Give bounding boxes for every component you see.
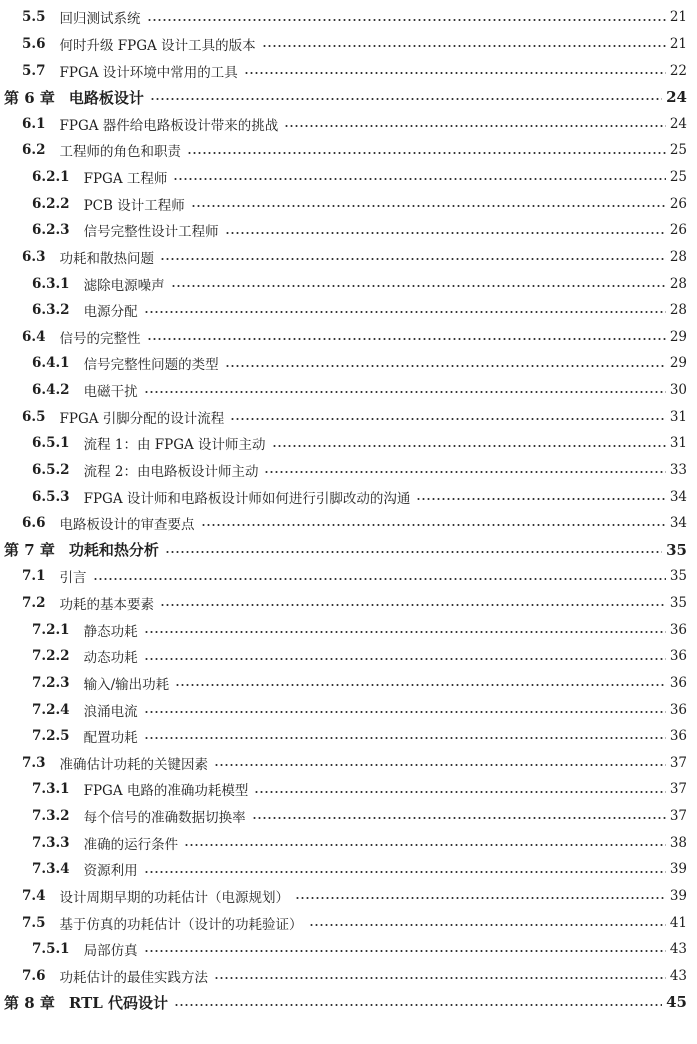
dot-leader — [252, 803, 666, 830]
toc-entry-number: 6.5.1 — [32, 435, 70, 452]
toc-page-number: 38 — [669, 834, 687, 851]
toc-entry-title: 工程师的角色和职责 — [59, 144, 181, 161]
toc-entry[interactable] — [0, 403, 697, 430]
toc-page-number: 21 — [669, 9, 687, 26]
toc-page-number: 35 — [669, 568, 687, 585]
toc-page-number: 35 — [666, 540, 687, 559]
toc-entry-number: 6.3 — [22, 248, 46, 265]
toc-entry-number: 7.2.5 — [32, 728, 70, 745]
toc-entry-title: 引言 — [59, 570, 87, 587]
toc-entry-number: 6.2.2 — [32, 195, 70, 212]
toc-page-number: 36 — [669, 728, 687, 745]
toc-entry-title: 输入/输出功耗 — [83, 676, 170, 693]
toc-page-number: 39 — [669, 861, 687, 878]
toc-entry-title: 准确的运行条件 — [83, 836, 179, 853]
toc-page-number: 25 — [669, 169, 687, 186]
toc-entry-title: 何时升级 FPGA 设计工具的版本 — [59, 37, 256, 54]
toc-entry[interactable] — [0, 164, 697, 191]
dot-leader — [272, 430, 666, 457]
toc-entry-title: PCB 设计工程师 — [83, 197, 185, 214]
toc-entry-number: 7.3.1 — [32, 781, 70, 798]
toc-entry[interactable] — [0, 590, 697, 617]
toc-page-number: 36 — [669, 701, 687, 718]
toc-entry[interactable] — [0, 324, 697, 351]
dot-leader — [225, 217, 666, 244]
toc-entry[interactable] — [0, 936, 697, 963]
toc-entry-title: 浪涌电流 — [83, 703, 138, 720]
toc-entry-title: 回归测试系统 — [59, 11, 141, 28]
dot-leader — [147, 4, 666, 31]
dot-leader — [309, 909, 666, 936]
toc-page-number: 29 — [669, 355, 687, 372]
dot-leader — [175, 670, 666, 697]
toc-entry-title: FPGA 电路的准确功耗模型 — [83, 783, 249, 800]
toc-entry-title: FPGA 工程师 — [83, 171, 168, 188]
toc-page-number: 30 — [669, 382, 687, 399]
toc-entry-number: 7.5.1 — [32, 941, 70, 958]
toc-entry-number: 6.6 — [22, 515, 46, 532]
toc-chapter-entry[interactable] — [0, 537, 697, 564]
toc-entry-number: 7.3 — [22, 754, 46, 771]
toc-entry[interactable] — [0, 4, 697, 31]
toc-entry-number: 7.3.4 — [32, 861, 70, 878]
dot-leader — [160, 590, 666, 617]
toc-entry-title: 动态功耗 — [83, 650, 138, 667]
toc-page-number: 21 — [669, 35, 687, 52]
toc-page-number: 29 — [669, 328, 687, 345]
toc-page-number: 37 — [669, 808, 687, 825]
toc-chapter-entry[interactable] — [0, 989, 697, 1016]
toc-entry-title: 资源利用 — [83, 863, 138, 880]
toc-entry-number: 7.4 — [22, 887, 46, 904]
toc-entry-title: 电路板设计 — [68, 88, 144, 107]
dot-leader — [147, 324, 666, 351]
toc-entry-number: 7.3.3 — [32, 834, 70, 851]
toc-entry-title: 配置功耗 — [83, 730, 138, 747]
toc-page-number: 45 — [666, 993, 687, 1012]
toc-entry-title: 信号完整性设计工程师 — [83, 224, 219, 241]
toc-entry[interactable] — [0, 350, 697, 377]
dot-leader — [160, 244, 666, 271]
toc-entry[interactable] — [0, 696, 697, 723]
toc-entry[interactable] — [0, 856, 697, 883]
toc-entry[interactable] — [0, 57, 697, 84]
toc-page-number: 35 — [669, 595, 687, 612]
toc-entry[interactable] — [0, 111, 697, 138]
toc-page-number: 34 — [669, 488, 687, 505]
toc-entry-title: 静态功耗 — [83, 623, 138, 640]
toc-entry-title: 基于仿真的功耗估计（设计的功耗验证） — [59, 916, 303, 933]
toc-entry-title: 功耗的基本要素 — [59, 597, 154, 614]
toc-entry-title: 滤除电源噪声 — [83, 277, 165, 294]
toc-entry-title: 信号的完整性 — [59, 330, 141, 347]
toc-entry-title: 信号完整性问题的类型 — [83, 357, 219, 374]
dot-leader — [201, 510, 666, 537]
toc-entry[interactable] — [0, 270, 697, 297]
dot-leader — [264, 457, 665, 484]
toc-entry-number: 6.3.2 — [32, 302, 70, 319]
toc-page-number: 28 — [669, 248, 687, 265]
toc-page-number: 36 — [669, 648, 687, 665]
toc-entry-title: 流程 1：由 FPGA 设计师主动 — [83, 437, 266, 454]
toc-entry-number: 6.2.1 — [32, 169, 70, 186]
toc-page-number: 36 — [669, 621, 687, 638]
toc-entry-title: FPGA 设计环境中常用的工具 — [59, 64, 238, 81]
dot-leader — [144, 723, 666, 750]
toc-entry[interactable] — [0, 829, 697, 856]
toc-page-number: 36 — [669, 674, 687, 691]
toc-entry[interactable] — [0, 616, 697, 643]
toc-entry-number: 7.2.1 — [32, 621, 70, 638]
dot-leader — [230, 403, 666, 430]
toc-page-number: 26 — [669, 222, 687, 239]
toc-entry-title: FPGA 设计师和电路板设计师如何进行引脚改动的沟通 — [83, 490, 411, 507]
toc-entry-number: 6.2 — [22, 142, 46, 159]
toc-entry-number: 7.2 — [22, 595, 46, 612]
dot-leader — [225, 350, 666, 377]
dot-leader — [144, 616, 666, 643]
dot-leader — [254, 776, 665, 803]
toc-entry-number: 第 7 章 — [4, 541, 55, 560]
toc-entry[interactable] — [0, 483, 697, 510]
toc-entry-title: 电路板设计的审查要点 — [59, 517, 195, 534]
toc-entry-title: 流程 2：由电路板设计师主动 — [83, 463, 259, 480]
dot-leader — [144, 696, 666, 723]
toc-entry-title: 电磁干扰 — [83, 384, 138, 401]
toc-page-number: 28 — [669, 302, 687, 319]
toc-entry[interactable] — [0, 217, 697, 244]
toc-entry[interactable] — [0, 563, 697, 590]
toc-page-number: 31 — [669, 408, 687, 425]
dot-leader — [191, 190, 666, 217]
toc-entry[interactable] — [0, 457, 697, 484]
toc-page-number: 43 — [669, 967, 687, 984]
toc-entry[interactable] — [0, 803, 697, 830]
toc-entry-title: 设计周期早期的功耗估计（电源规划） — [59, 889, 289, 906]
toc-entry-title: RTL 代码设计 — [68, 993, 169, 1012]
dot-leader — [144, 936, 666, 963]
toc-page-number: 37 — [669, 781, 687, 798]
dot-leader — [214, 963, 666, 990]
toc-entry-number: 6.5.3 — [32, 488, 70, 505]
toc-page-number: 28 — [669, 275, 687, 292]
toc-entry-title: 准确估计功耗的关键因素 — [59, 756, 208, 773]
dot-leader — [165, 537, 662, 564]
toc-entry[interactable] — [0, 643, 697, 670]
toc-entry-number: 6.1 — [22, 115, 46, 132]
toc-entry[interactable] — [0, 377, 697, 404]
toc-page-number: 24 — [669, 115, 687, 132]
toc-page-number: 41 — [669, 914, 687, 931]
toc-entry-title: 每个信号的准确数据切换率 — [83, 810, 246, 827]
dot-leader — [150, 84, 662, 111]
toc-page-number: 31 — [669, 435, 687, 452]
toc-entry-number: 7.2.2 — [32, 648, 70, 665]
toc-page-number: 26 — [669, 195, 687, 212]
toc-page-number: 25 — [669, 142, 687, 159]
dot-leader — [144, 643, 666, 670]
dot-leader — [93, 563, 666, 590]
toc-entry[interactable] — [0, 723, 697, 750]
dot-leader — [171, 270, 666, 297]
dot-leader — [262, 31, 666, 58]
toc-entry-title: FPGA 引脚分配的设计流程 — [59, 410, 225, 427]
dot-leader — [214, 750, 666, 777]
toc-page-number: 37 — [669, 754, 687, 771]
toc-entry-title: 功耗和热分析 — [68, 541, 159, 560]
toc-page-number: 34 — [669, 515, 687, 532]
toc-entry-number: 7.1 — [22, 568, 46, 585]
toc-page-number: 43 — [669, 941, 687, 958]
dot-leader — [144, 377, 666, 404]
toc-entry-number: 5.6 — [22, 35, 46, 52]
toc-page-number: 22 — [669, 62, 687, 79]
toc-entry-number: 7.2.4 — [32, 701, 70, 718]
toc-entry-title: 功耗和散热问题 — [59, 250, 154, 267]
dot-leader — [173, 164, 665, 191]
toc-entry[interactable] — [0, 883, 697, 910]
toc-entry-number: 6.5 — [22, 408, 46, 425]
toc-entry-number: 5.7 — [22, 62, 46, 79]
table-of-contents — [0, 4, 697, 1016]
dot-leader — [144, 856, 666, 883]
toc-entry[interactable] — [0, 244, 697, 271]
toc-entry-number: 7.6 — [22, 967, 46, 984]
toc-entry[interactable] — [0, 190, 697, 217]
dot-leader — [244, 57, 666, 84]
dot-leader — [284, 111, 666, 138]
toc-entry[interactable] — [0, 510, 697, 537]
dot-leader — [187, 137, 666, 164]
toc-entry-number: 6.2.3 — [32, 222, 70, 239]
toc-entry[interactable] — [0, 430, 697, 457]
toc-entry[interactable] — [0, 137, 697, 164]
toc-entry-number: 6.5.2 — [32, 461, 70, 478]
toc-entry-title: 电源分配 — [83, 304, 138, 321]
toc-entry-number: 7.5 — [22, 914, 46, 931]
toc-entry-number: 第 8 章 — [4, 993, 55, 1012]
toc-entry-title: 局部仿真 — [83, 943, 138, 960]
toc-page-number: 33 — [669, 461, 687, 478]
dot-leader — [144, 297, 666, 324]
toc-entry[interactable] — [0, 670, 697, 697]
dot-leader — [174, 989, 662, 1016]
toc-entry-number: 6.4 — [22, 328, 46, 345]
dot-leader — [416, 483, 665, 510]
toc-entry-number: 第 6 章 — [4, 88, 55, 107]
toc-entry[interactable] — [0, 31, 697, 58]
toc-entry-number: 6.4.2 — [32, 382, 70, 399]
toc-entry-number: 7.2.3 — [32, 674, 70, 691]
toc-entry[interactable] — [0, 909, 697, 936]
toc-entry[interactable] — [0, 297, 697, 324]
dot-leader — [184, 829, 666, 856]
dot-leader — [295, 883, 666, 910]
toc-entry-number: 7.3.2 — [32, 808, 70, 825]
toc-entry[interactable] — [0, 776, 697, 803]
toc-entry-title: FPGA 器件给电路板设计带来的挑战 — [59, 117, 279, 134]
toc-entry-number: 6.3.1 — [32, 275, 70, 292]
toc-entry[interactable] — [0, 963, 697, 990]
toc-page-number: 24 — [666, 88, 687, 107]
toc-chapter-entry[interactable] — [0, 84, 697, 111]
toc-entry[interactable] — [0, 750, 697, 777]
toc-entry-title: 功耗估计的最佳实践方法 — [59, 969, 208, 986]
toc-entry-number: 5.5 — [22, 9, 46, 26]
toc-page-number: 39 — [669, 887, 687, 904]
toc-entry-number: 6.4.1 — [32, 355, 70, 372]
